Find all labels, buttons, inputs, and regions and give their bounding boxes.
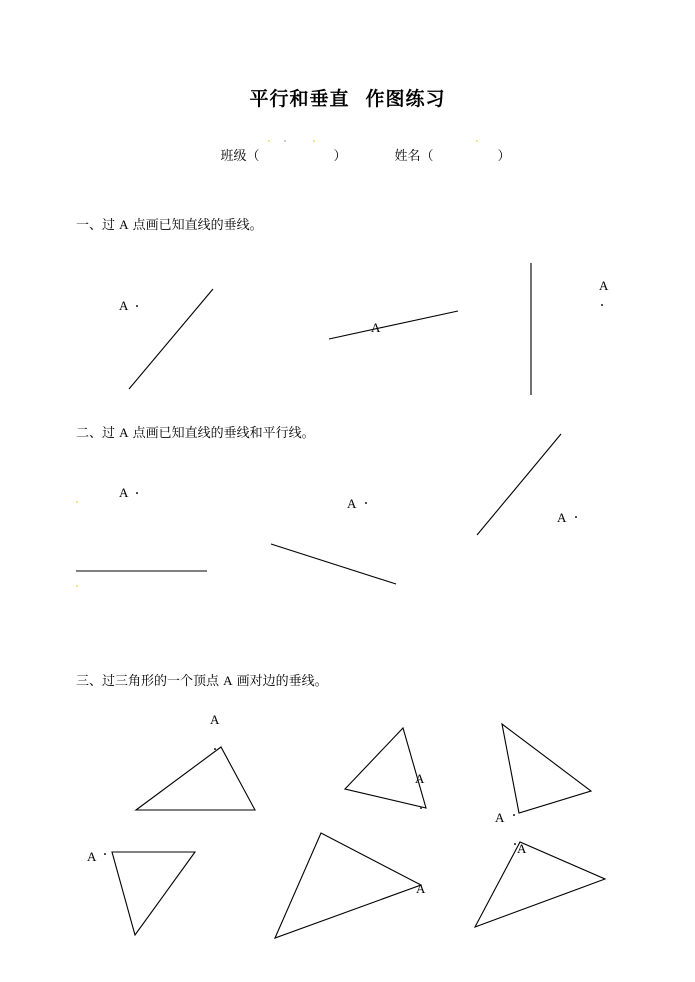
- point-a-label: A: [371, 320, 381, 335]
- point-a-label: A: [210, 712, 220, 727]
- name-close: ）: [497, 149, 511, 164]
- point-a-dot: [514, 843, 516, 845]
- triangle: [275, 833, 421, 938]
- name-label: 姓名（: [394, 149, 434, 164]
- given-line: [129, 289, 213, 389]
- point-a-dot: [420, 807, 422, 809]
- triangle: [475, 842, 605, 927]
- class-label: 班级（: [220, 149, 260, 164]
- point-a-dot: [136, 305, 138, 307]
- given-lines: [76, 263, 561, 584]
- point-a-label: A: [557, 510, 567, 525]
- triangle: [136, 747, 255, 810]
- given-line: [271, 544, 396, 584]
- point-a-dot: [214, 748, 216, 750]
- triangle: [502, 724, 591, 813]
- point-a-label: A: [119, 298, 129, 313]
- title-part-1: 平行和垂直: [249, 88, 350, 110]
- point-a-label: A: [119, 485, 129, 500]
- section-2-heading: 二、过 A 点画已知直线的垂线和平行线。: [76, 425, 315, 441]
- given-line: [329, 311, 458, 339]
- point-a-label: A: [517, 841, 527, 856]
- point-a-label: A: [416, 881, 426, 896]
- point-a-dot: [513, 814, 515, 816]
- faint-speck: [76, 585, 78, 587]
- given-line: [477, 434, 561, 535]
- point-a-label: A: [347, 496, 357, 511]
- triangle: [345, 728, 426, 808]
- point-a-dot: [575, 516, 577, 518]
- section-3-heading: 三、过三角形的一个顶点 A 画对边的垂线。: [76, 673, 328, 689]
- triangles: [112, 724, 605, 938]
- point-a-dot: [136, 492, 138, 494]
- class-close: ）: [333, 149, 347, 164]
- point-a-label: A: [415, 771, 425, 786]
- point-a-dot: [601, 304, 603, 306]
- point-a-label: A: [599, 278, 609, 293]
- triangle: [112, 852, 195, 935]
- point-a-label: A: [495, 810, 505, 825]
- point-a-dot: [365, 502, 367, 504]
- section-1-heading: 一、过 A 点画已知直线的垂线。: [76, 217, 263, 233]
- title-part-2: 作图练习: [365, 88, 446, 110]
- faint-speck: [76, 501, 78, 503]
- point-a-label: A: [87, 849, 97, 864]
- point-a-dot: [104, 853, 106, 855]
